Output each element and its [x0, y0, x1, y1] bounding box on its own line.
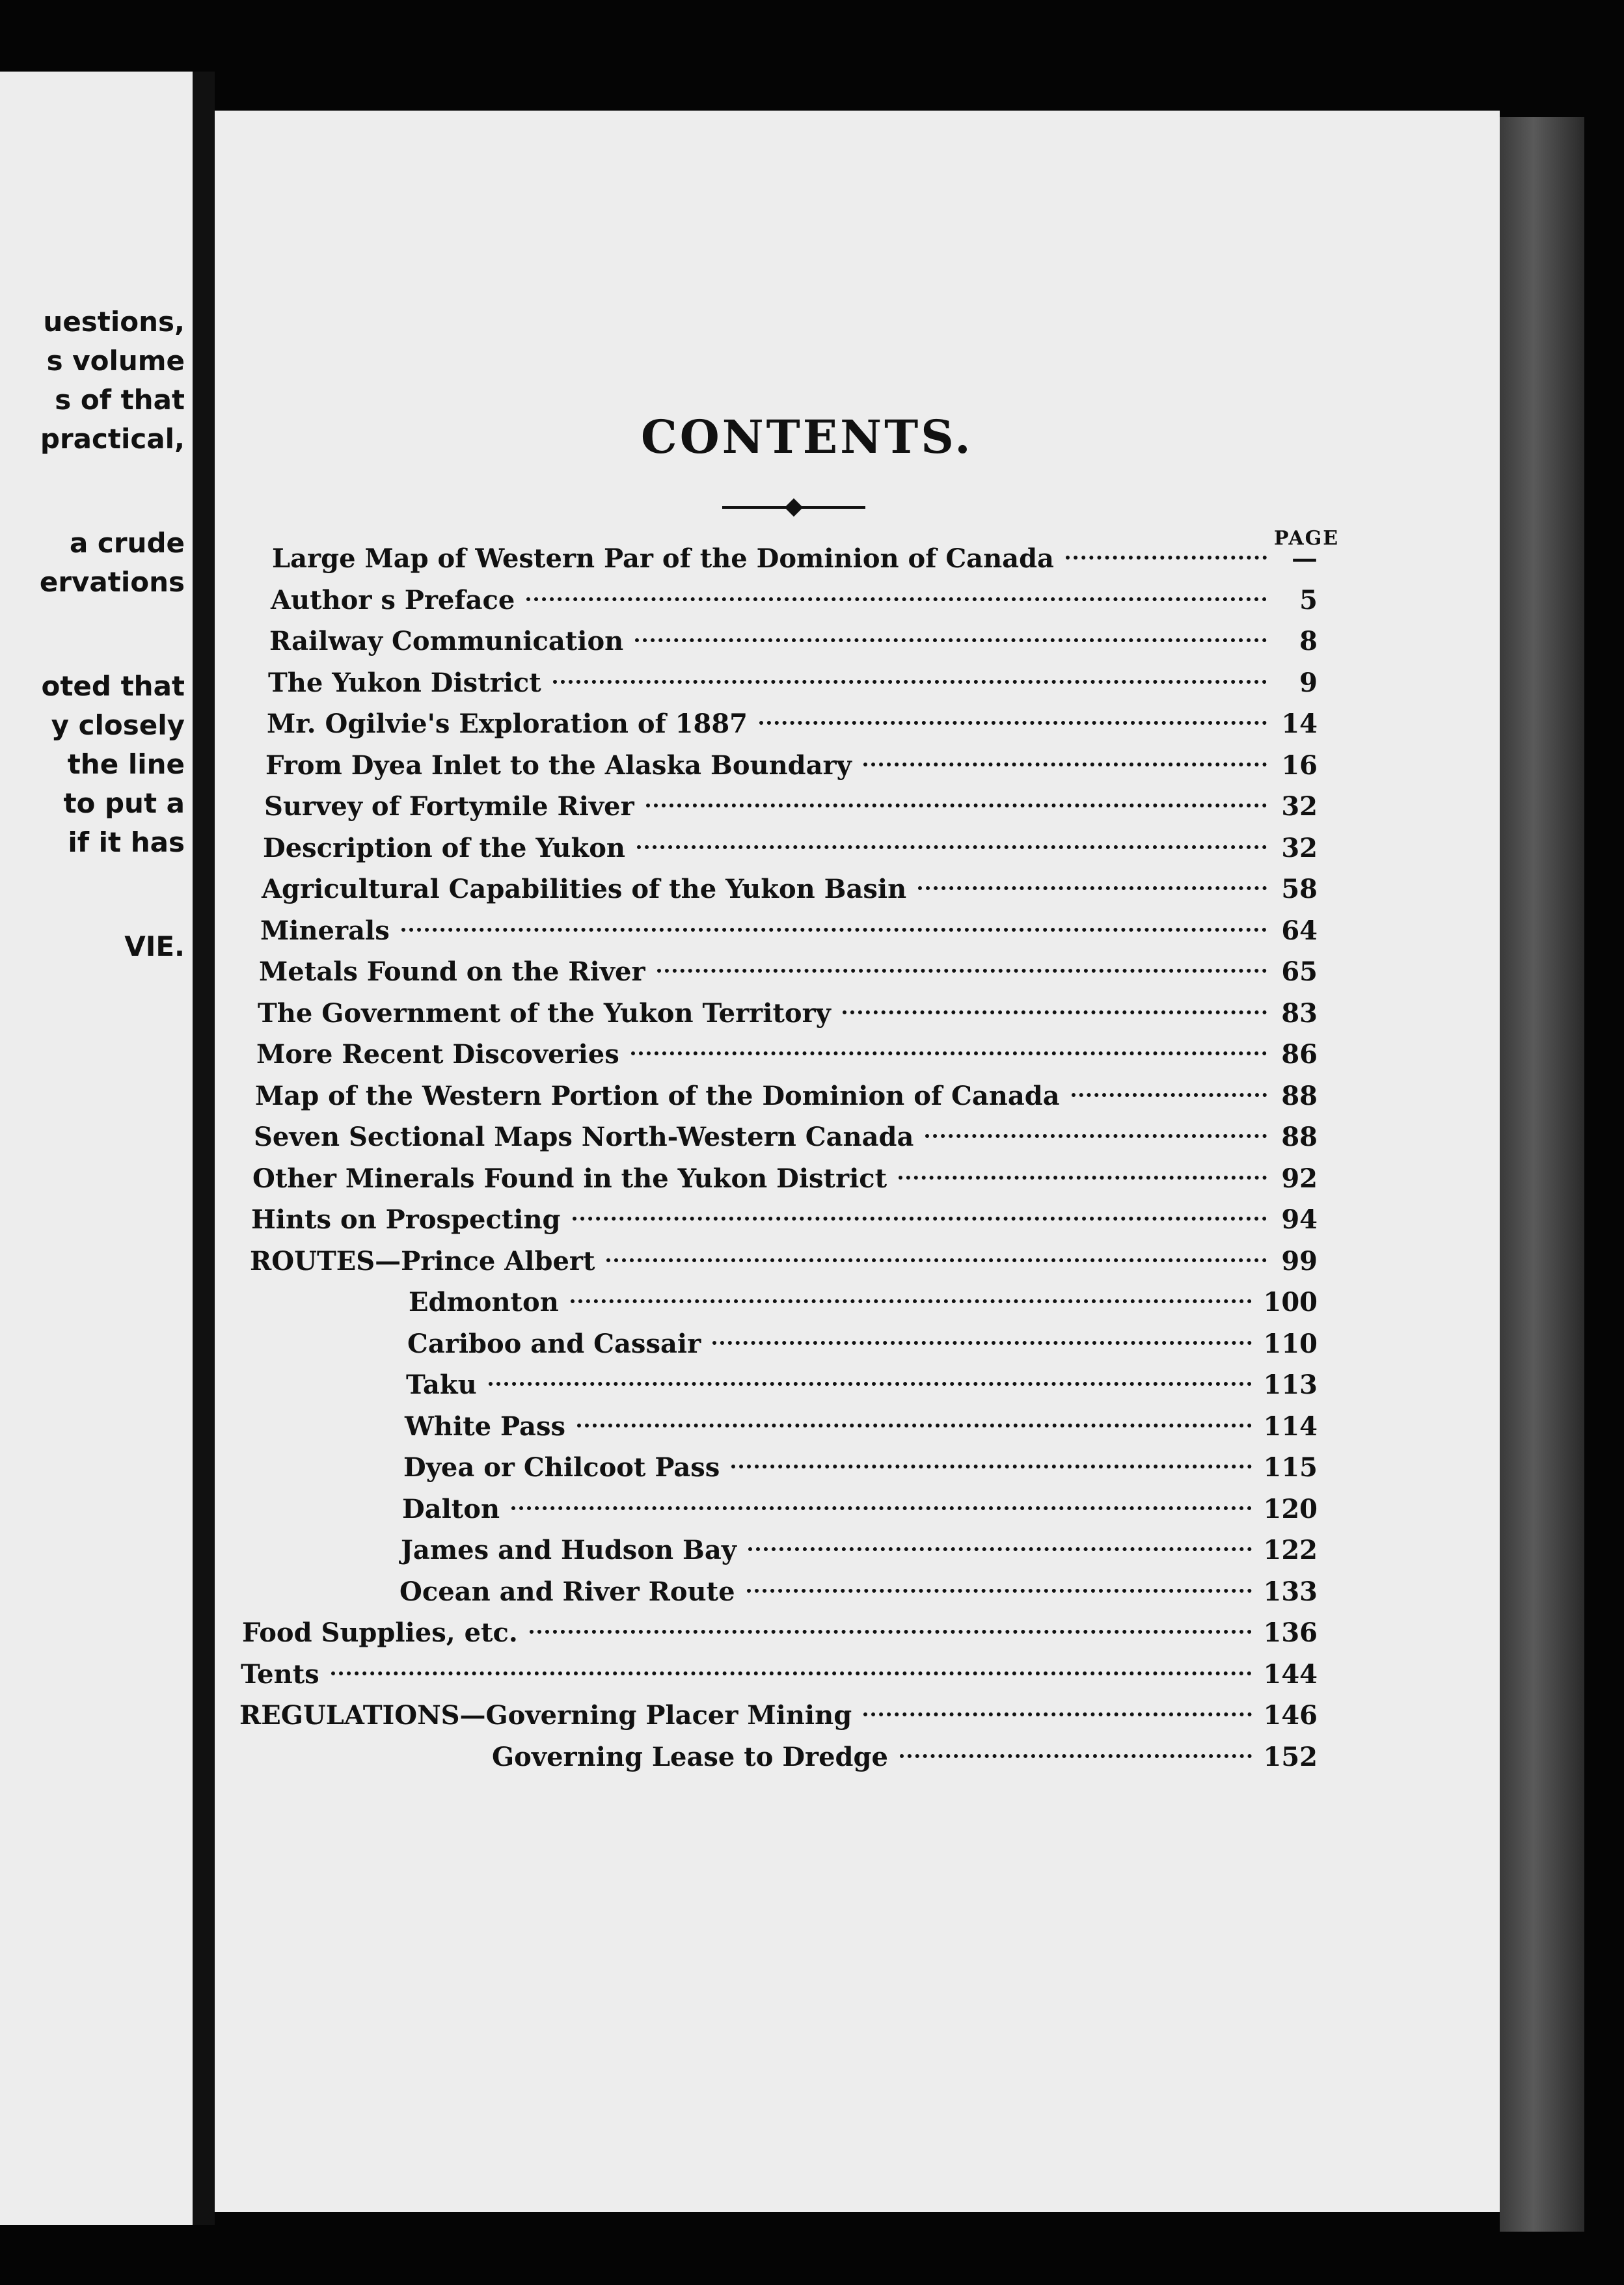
- toc-entry: [264, 791, 1318, 830]
- toc-entry-page: 16: [1281, 750, 1318, 781]
- toc-entry-title: Ocean and River Route: [399, 1576, 735, 1607]
- dot-leader: [918, 886, 1267, 890]
- left-page-text-line: ervations: [39, 566, 185, 598]
- dot-leader: [646, 804, 1267, 807]
- left-page-text-line: to put a: [63, 787, 185, 819]
- toc-entry-title: Tents: [241, 1658, 319, 1690]
- toc-entry-title: Agricultural Capabilities of the Yukon Basin: [262, 874, 907, 904]
- toc-entry: [252, 1163, 1318, 1202]
- dot-leader: [631, 1051, 1267, 1055]
- toc-entry: [269, 626, 1318, 665]
- toc-entry: [250, 1246, 1318, 1285]
- toc-entry: [402, 1494, 1318, 1533]
- dot-leader: [573, 1217, 1267, 1221]
- page-title: CONTENTS.: [641, 410, 973, 464]
- dot-leader: [489, 1382, 1252, 1386]
- dot-leader: [1072, 1093, 1267, 1097]
- toc-entry-page: 14: [1281, 709, 1318, 739]
- left-page-text-line: practical,: [40, 423, 185, 455]
- toc-entry: [258, 998, 1318, 1037]
- toc-entry-page: 115: [1263, 1452, 1318, 1483]
- toc-entry-title: Survey of Fortymile River: [264, 791, 634, 822]
- toc-entry: [492, 1742, 1318, 1781]
- toc-entry-page: 99: [1281, 1245, 1318, 1277]
- toc-entry-page: 32: [1281, 832, 1318, 863]
- dot-leader: [759, 721, 1267, 725]
- toc-entry: [254, 1122, 1318, 1161]
- toc-entry-page: 136: [1263, 1617, 1318, 1648]
- left-page-text-line: the line: [67, 748, 185, 780]
- dot-leader: [637, 845, 1267, 849]
- toc-entry: [251, 1204, 1318, 1243]
- dot-leader: [577, 1424, 1251, 1427]
- toc-entry-page: 113: [1263, 1370, 1318, 1400]
- toc-entry: [267, 709, 1318, 748]
- dot-leader: [748, 1547, 1252, 1551]
- toc-entry-page: —: [1292, 543, 1318, 574]
- dot-leader: [526, 597, 1267, 601]
- toc-entry-page: 120: [1263, 1493, 1318, 1524]
- toc-entry-title: James and Hudson Bay: [401, 1535, 737, 1565]
- toc-entry: [263, 833, 1318, 872]
- dot-leader: [1066, 556, 1267, 560]
- dot-leader: [900, 1754, 1252, 1758]
- toc-entry: [259, 956, 1318, 995]
- toc-entry-title: More Recent Discoveries: [256, 1039, 619, 1070]
- toc-entry-page: 5: [1299, 584, 1318, 615]
- toc-entry-title: Minerals: [260, 915, 390, 946]
- toc-entry-title: The Government of the Yukon Territory: [258, 997, 831, 1029]
- left-page-text-line: oted that: [41, 670, 185, 702]
- left-page-text-line: uestions,: [43, 306, 185, 338]
- dot-leader: [863, 1712, 1251, 1716]
- dot-leader: [731, 1465, 1251, 1468]
- toc-entry: [262, 874, 1318, 913]
- dot-leader: [530, 1630, 1252, 1634]
- toc-entry-page: 92: [1281, 1163, 1318, 1194]
- dot-leader: [925, 1134, 1267, 1138]
- toc-entry-title: Cariboo and Cassair: [407, 1328, 701, 1359]
- dot-leader: [899, 1176, 1267, 1180]
- toc-entry-page: 133: [1263, 1576, 1318, 1607]
- toc-entry-title: From Dyea Inlet to the Alaska Boundary: [265, 750, 852, 781]
- toc-entry-title: Hints on Prospecting: [251, 1204, 561, 1235]
- toc-entry-title: Other Minerals Found in the Yukon District: [252, 1163, 887, 1194]
- toc-entry: [409, 1287, 1318, 1326]
- toc-entry: [265, 750, 1318, 789]
- toc-entry-page: 64: [1281, 915, 1318, 946]
- dot-leader: [606, 1258, 1267, 1262]
- toc-entry: [271, 585, 1318, 624]
- left-page-text-line: y closely: [51, 709, 185, 741]
- toc-entry: [406, 1370, 1318, 1409]
- dot-leader: [401, 928, 1267, 932]
- left-page-text-line: if it has: [68, 826, 185, 858]
- dot-leader: [553, 680, 1267, 684]
- toc-entry-page: 9: [1299, 667, 1318, 698]
- dot-leader: [657, 969, 1267, 973]
- toc-entry-page: 88: [1281, 1080, 1318, 1111]
- toc-entry: [268, 668, 1318, 707]
- toc-entry-page: 152: [1263, 1741, 1318, 1772]
- toc-entry-title: Mr. Ogilvie's Exploration of 1887: [267, 709, 748, 739]
- toc-entry: [241, 1659, 1318, 1698]
- left-page-text-line: a crude: [69, 527, 185, 559]
- dot-leader: [843, 1010, 1267, 1014]
- toc-entry-title: Railway Communication: [269, 626, 624, 656]
- toc-entry: [401, 1535, 1318, 1574]
- toc-entry-title: Seven Sectional Maps North-Western Canada: [254, 1122, 914, 1152]
- toc-entry-title: Metals Found on the River: [259, 956, 645, 987]
- toc-entry-page: 144: [1263, 1658, 1318, 1690]
- toc-entry: [272, 543, 1318, 582]
- toc-entry-page: 32: [1281, 791, 1318, 822]
- toc-entry-page: 88: [1281, 1122, 1318, 1152]
- toc-entry-page: 100: [1263, 1287, 1318, 1318]
- toc-entry-title: Taku: [406, 1370, 477, 1400]
- toc-entry-title: Governing Lease to Dredge: [492, 1741, 888, 1772]
- toc-entry-title: Map of the Western Portion of the Dominion of Canada: [255, 1080, 1060, 1111]
- toc-entry-page: 65: [1281, 956, 1318, 987]
- left-page-text-line: VIE.: [124, 930, 185, 962]
- toc-entry-page: 146: [1263, 1700, 1318, 1731]
- toc-entry: [260, 915, 1318, 954]
- toc-entry-title: Dalton: [402, 1493, 500, 1524]
- dot-leader: [331, 1671, 1252, 1675]
- toc-entry: [399, 1576, 1318, 1616]
- toc-entry-title: Food Supplies, etc.: [242, 1617, 518, 1648]
- toc-entry-page: 8: [1299, 626, 1318, 656]
- toc-entry-title: Edmonton: [409, 1287, 559, 1318]
- dot-leader: [712, 1341, 1251, 1345]
- toc-entry-page: 86: [1281, 1039, 1318, 1070]
- toc-entry-page: 58: [1281, 874, 1318, 904]
- dot-leader: [747, 1589, 1252, 1593]
- toc-entry: [407, 1329, 1318, 1368]
- toc-entry-page: 83: [1281, 997, 1318, 1029]
- page-column-header: PAGE: [1274, 527, 1340, 550]
- toc-entry-title: Dyea or Chilcoot Pass: [403, 1452, 720, 1483]
- toc-entry-title: Description of the Yukon: [263, 832, 625, 863]
- left-page-text-line: s of that: [55, 384, 185, 416]
- toc-entry: [405, 1411, 1318, 1450]
- dot-leader: [635, 638, 1267, 642]
- toc-entry-title: ROUTES—Prince Albert: [250, 1245, 595, 1277]
- toc-entry: [256, 1039, 1318, 1078]
- dot-leader: [571, 1299, 1252, 1303]
- left-page-text-line: s volume: [46, 345, 185, 377]
- toc-entry: [255, 1081, 1318, 1120]
- toc-entry-title: Author s Preface: [271, 584, 515, 615]
- toc-entry: [403, 1452, 1318, 1491]
- toc-entry-page: 110: [1263, 1328, 1318, 1359]
- toc-entry: [242, 1617, 1318, 1656]
- toc-entry-page: 122: [1263, 1535, 1318, 1565]
- dot-leader: [511, 1506, 1251, 1510]
- toc-entry-page: 94: [1281, 1204, 1318, 1235]
- toc-entry-title: REGULATIONS—Governing Placer Mining: [239, 1700, 852, 1731]
- toc-entry-title: White Pass: [405, 1411, 566, 1442]
- toc-entry: [239, 1700, 1318, 1739]
- dot-leader: [863, 763, 1267, 766]
- toc-entry-page: 114: [1263, 1411, 1318, 1442]
- toc-entry-title: The Yukon District: [268, 667, 541, 698]
- toc-entry-title: Large Map of Western Par of the Dominion of Canada: [272, 543, 1054, 574]
